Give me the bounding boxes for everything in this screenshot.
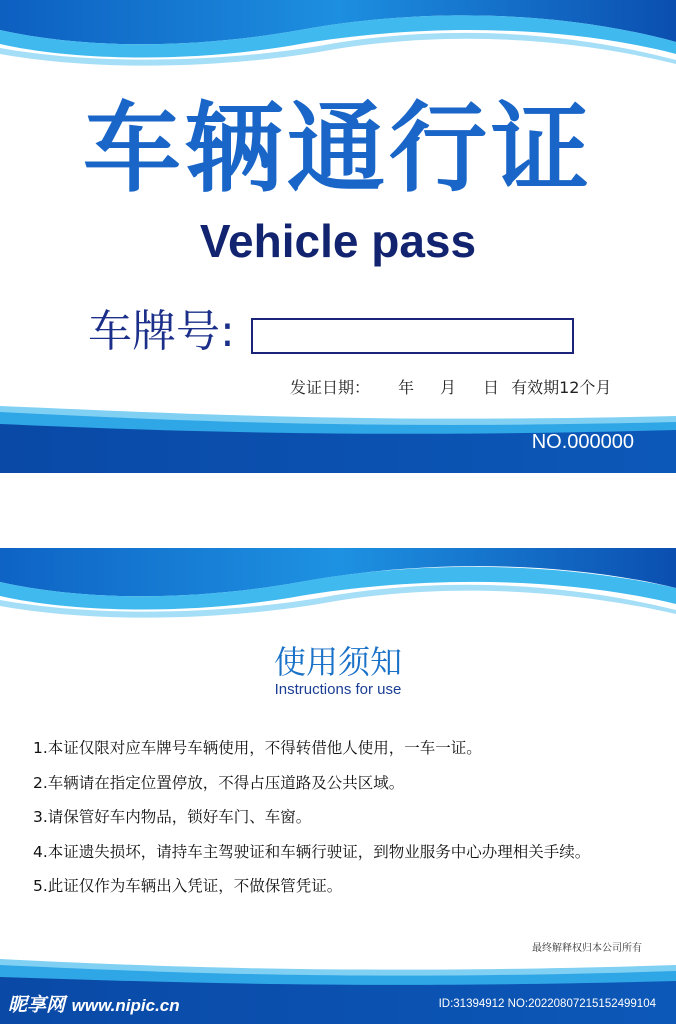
top-wave-decoration [0, 0, 676, 80]
plate-number-field[interactable] [251, 318, 574, 354]
rights-reserved-note: 最终解释权归本公司所有 [532, 943, 642, 954]
plate-number-label: 车牌号: [88, 306, 235, 357]
watermark-logo-text: 昵享网 [8, 994, 66, 1016]
watermark-logo [8, 996, 180, 1015]
rule-item: 1.本证仅限对应车牌号车辆使用，不得转借他人使用，一车一证。 [33, 739, 482, 757]
rule-item: 5.此证仅作为车辆出入凭证，不做保管凭证。 [33, 877, 343, 895]
notice-heading-chinese: 使用须知 [273, 643, 402, 681]
rule-item: 2.车辆请在指定位置停放，不得占压道路及公共区域。 [33, 773, 405, 792]
issue-date-label: 发证日期： [290, 378, 371, 397]
title-english: Vehicle pass [199, 215, 477, 267]
rule-item: 4.本证遗失损坏，请持车主驾驶证和车辆行驶证，到物业服务中心办理相关手续。 [33, 842, 591, 861]
issue-date-row [290, 378, 611, 397]
day-label: 日 [483, 378, 500, 397]
watermark-site: www.nipic.cn [71, 996, 180, 1015]
month-label: 月 [440, 378, 457, 397]
year-label: 年 [398, 378, 415, 397]
rule-item: 3.请保管好车内物品，锁好车门、车窗。 [33, 808, 312, 826]
card-gap [0, 473, 676, 548]
title-chinese: 车辆通行证 [82, 92, 593, 206]
back-top-wave-decoration [0, 548, 676, 628]
watermark-image-id: ID:31394912 NO:20220807215152499104 [438, 998, 656, 1010]
rules-list [33, 738, 590, 911]
pass-front-card [0, 0, 676, 473]
serial-number: NO.000000 [531, 431, 634, 453]
validity-label: 有效期12个月 [511, 378, 612, 397]
notice-heading-english: Instructions for use [274, 681, 402, 698]
